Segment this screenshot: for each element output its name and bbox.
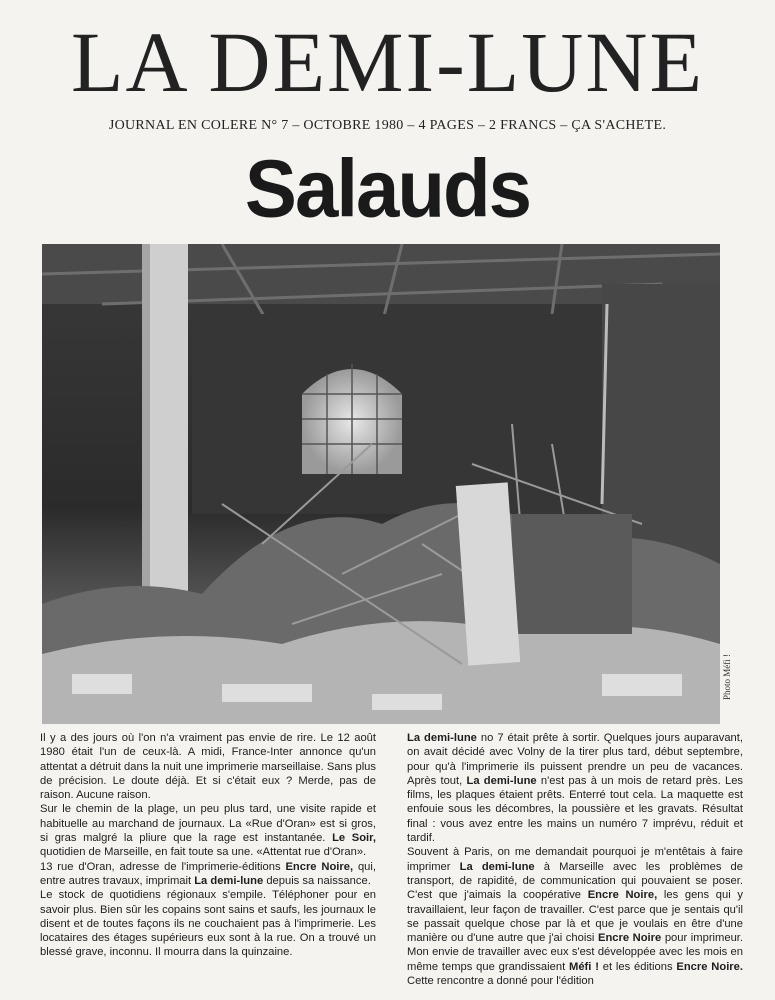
- paragraph: 13 rue d'Oran, adresse de l'imprimerie-éditions Encre Noire, qui, entre autres travaux, imprimait La demi-lune depuis sa naissance.: [40, 860, 376, 887]
- masthead-subtitle: JOURNAL EN COLERE N° 7 – OCTOBRE 1980 – 4 PAGES – 2 FRANCS – ÇA S'ACHETE.: [108, 118, 667, 133]
- paragraph: Le stock de quotidiens régionaux s'empile. Téléphoner pour en savoir plus. Bien sûr les copains sont sains et saufs, les journaux le disent et de toutes façons ils ne couchaient pas à l'imprimerie. Les locataires des étages supérieurs eux sont à la rue. On a trouvé un blessé grave, inconnu. Il mourra dans la quinzaine.: [40, 889, 376, 959]
- paragraph: Sur le chemin de la plage, un peu plus tard, une visite rapide et habituelle au marchand de journaux. La «Rue d'Oran» est si gros, si gras malgré la pliure que la rage est instantanée. Le Soir, quotidien de Marseille, en fait toute sa une. «Attentat rue d'Oran».: [40, 803, 376, 859]
- rubble-photo: [42, 244, 720, 724]
- masthead-title: LA DEMI-LUNE: [70, 14, 705, 110]
- paragraph: La demi-lune no 7 était prête à sortir. Quelques jours auparavant, on avait décidé avec Volny de la tirer plus tard, début septembre, pour qu'à l'imprimerie ils puissent prendre un peu de vacances. Après tout, La demi-lune n'est pas à un mois de retard près. Les films, les plaques étaient prêts. Enterré tout cela. La maquette est enfouie sous les décombres, la poussière et les gravats. Résultat final : vous avez entre les mains un numéro 7 imprévu, réduit et tardif.: [407, 732, 744, 845]
- rubble-photo-illustration: [42, 244, 720, 724]
- paragraph: Souvent à Paris, on me demandait pourquoi je m'entêtais à faire imprimer La demi-lune à Marseille avec les problèmes de transport, de rapidité, de communication qui pouvaient se poser. C'est que j'aimais la coopérative Encre Noire, les gens qui y travaillaient, leur façon de travailler. C'est parce que je sentais qu'il se passait quelque chose par là et que je voulais en être d'une manière ou d'une autre que j'ai choisi Encre Noire pour imprimeur. Mon envie de travailler avec eux s'est développée avec les mois en même temps que grandissaient Méfi ! et les éditions Encre Noire. Cette rencontre a donné pour l'édition: [407, 846, 744, 988]
- article-column-left: [40, 731, 376, 960]
- headline: Salauds: [244, 141, 531, 235]
- paragraph: Il y a des jours où l'on n'a vraiment pas envie de rire. Le 12 août 1980 était l'un de ceux-là. A midi, France-Inter annonce qu'un attentat a détruit dans la nuit une imprimerie marseillaise. Sans plus de précision. Le doute déjà. Et si c'était eux ? Merde, pas de raison. Aucune raison.: [40, 732, 376, 802]
- article-column-right: [407, 731, 743, 988]
- photo-credit: Photo Méfi !: [722, 654, 732, 700]
